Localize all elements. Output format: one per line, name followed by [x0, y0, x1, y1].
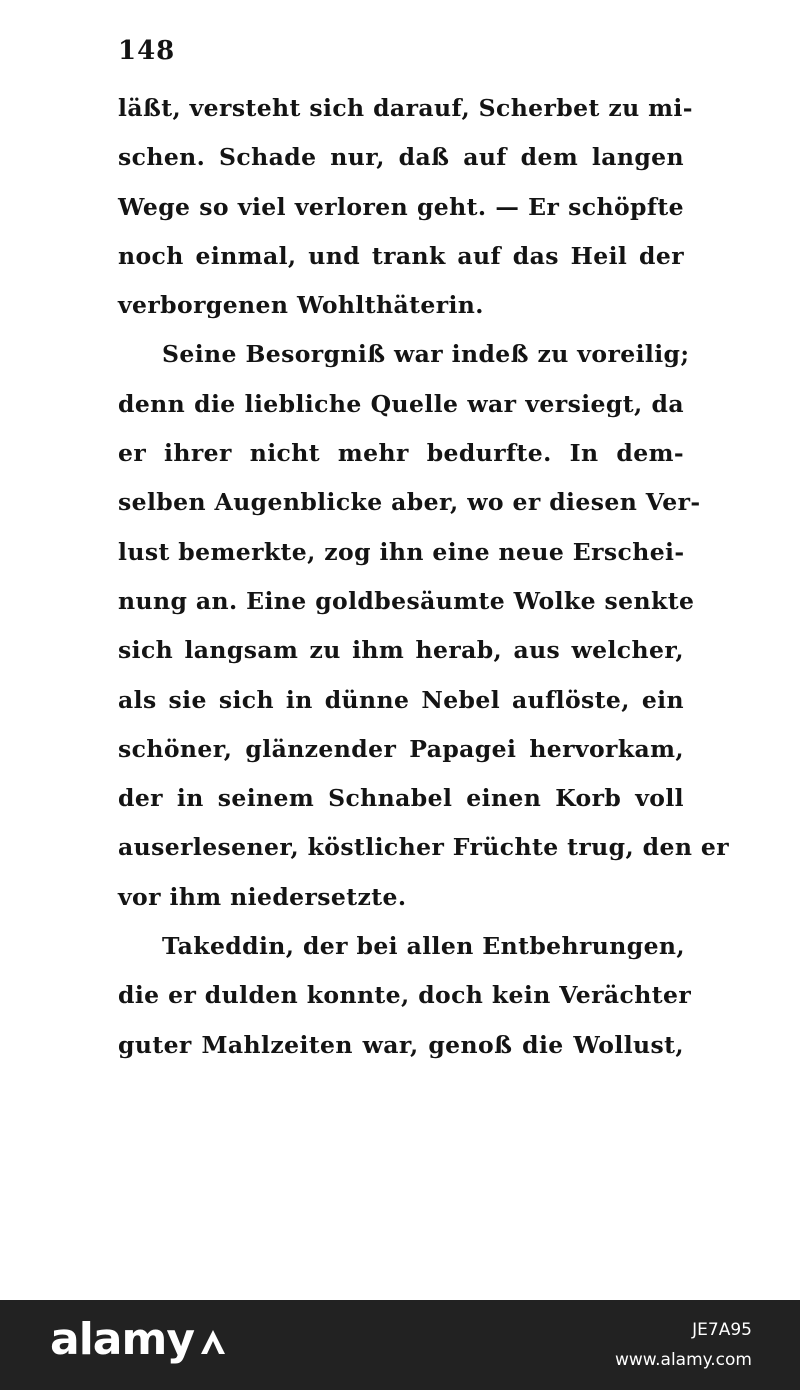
text-line: als sie sich in dünne Nebel auflöste, ein: [118, 685, 684, 714]
text-line: der in seinem Schnabel einen Korb voll: [118, 784, 684, 813]
text-line: selben Augenblicke aber, wo er diesen Ver-: [118, 488, 701, 517]
watermark-logo: [50, 1314, 228, 1365]
watermark-banner: [0, 1300, 800, 1390]
text-line: schöner, glänzender Papagei hervorkam,: [118, 734, 684, 763]
watermark-logo-text: alamy: [50, 1314, 194, 1365]
text-line: nung an. Eine goldbesäumte Wolke senkte: [118, 586, 695, 615]
paragraph-start-line: Takeddin, der bei allen Entbehrungen,: [162, 932, 685, 961]
text-line: läßt, versteht sich darauf, Scherbet zu mi-: [118, 94, 693, 122]
text-line: vor ihm niedersetzte.: [118, 882, 407, 911]
text-line: guter Mahlzeiten war, genoß die Wollust,: [118, 1030, 684, 1059]
text-line: sich langsam zu ihm herab, aus welcher,: [118, 636, 684, 665]
text-line: die er dulden konnte, doch kein Verächter: [118, 981, 692, 1010]
body-text: [118, 84, 730, 1070]
alamy-a-icon: [198, 1327, 228, 1357]
text-line: auserlesener, köstlicher Früchte trug, den er: [118, 833, 730, 862]
text-line: verborgenen Wohlthäterin.: [118, 291, 484, 320]
text-line: noch einmal, und trank auf das Heil der: [118, 241, 684, 270]
image-id: JE7A95: [692, 1320, 752, 1340]
text-line: denn die liebliche Quelle war versiegt, da: [118, 389, 684, 418]
text-line: Wege so viel verloren geht. — Er schöpfte: [118, 192, 684, 221]
page-number: 148: [118, 36, 176, 66]
text-line: schen. Schade nur, daß auf dem langen: [118, 143, 684, 172]
text-line: lust bemerkte, zog ihn eine neue Erschei-: [118, 537, 685, 566]
watermark-url: www.alamy.com: [614, 1350, 752, 1370]
paragraph-start-line: Seine Besorgniß war indeß zu voreilig;: [162, 340, 690, 369]
text-line: er ihrer nicht mehr bedurfte. In dem-: [118, 439, 684, 468]
